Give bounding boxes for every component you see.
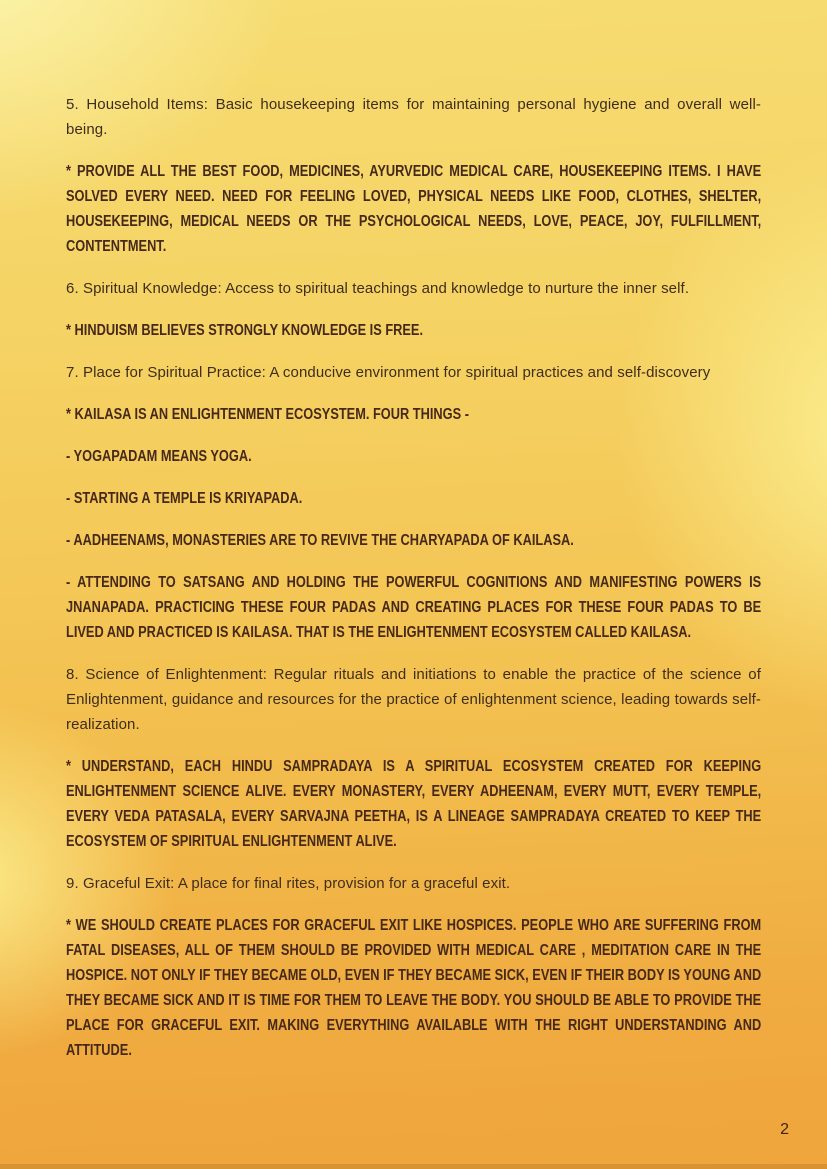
paragraph-place-for-practice: 7. Place for Spiritual Practice: A conducive environment for spiritual practices and self-discovery (66, 364, 711, 381)
paragraph-sampradaya-quote: * UNDERSTAND, EACH HINDU SAMPRADAYA IS A SPIRITUAL ECOSYSTEM CREATED FOR KEEPING ENLIGHTENMENT SCIENCE ALIVE. EVERY MONASTERY, EVERY ADHEENAM, EVERY MUTT, EVERY TEMPLE, EVERY VEDA PATASALA, EVERY SARVAJNA PEETHA, IS A LINEAGE SAMPRADAYA CREATED TO KEEP THE ECOSYSTEM OF SPIRITUAL ENLIGHTENMENT ALIVE. (66, 758, 762, 850)
paragraph-jnanapada-item: - ATTENDING TO SATSANG AND HOLDING THE POWERFUL COGNITIONS AND MANIFESTING POWERS IS JNANAPADA. PRACTICING THESE FOUR PADAS AND CREATING PLACES FOR THESE FOUR PADAS TO BE LIVED AND PRACTICED IS KAILASA. THAT IS THE ENLIGHTENMENT ECOSYSTEM CALLED KAILASA. (66, 574, 762, 641)
paragraph-yogapadam-item: - YOGAPADAM MEANS YOGA. (66, 448, 252, 465)
paragraph-provide-needs-quote: * PROVIDE ALL THE BEST FOOD, MEDICINES, AYURVEDIC MEDICAL CARE, HOUSEKEEPING ITEMS. I HAVE SOLVED EVERY NEED. NEED FOR FEELING LOVED, PHYSICAL NEEDS LIKE FOOD, CLOTHES, SHELTER, HOUSEKEEPING, MEDICAL NEEDS OR THE PSYCHOLOGICAL NEEDS, LOVE, PEACE, JOY, FULFILLMENT, CONTENTMENT. (66, 163, 762, 255)
paragraph-graceful-exit-quote: * WE SHOULD CREATE PLACES FOR GRACEFUL EXIT LIKE HOSPICES. PEOPLE WHO ARE SUFFERING FROM FATAL DISEASES, ALL OF THEM SHOULD BE PROVIDED WITH MEDICAL CARE , MEDITATION CARE IN THE HOSPICE. NOT ONLY IF THEY BECAME OLD, EVEN IF THEY BECAME SICK, EVEN IF THEIR BODY IS YOUNG AND THEY BECAME SICK AND IT IS TIME FOR THEM TO LEAVE THE BODY. YOU SHOULD BE ABLE TO PROVIDE THE PLACE FOR GRACEFUL EXIT. MAKING EVERYTHING AVAILABLE WITH THE RIGHT UNDERSTANDING AND ATTITUDE. (66, 917, 762, 1059)
paragraph-knowledge-free-quote: * HINDUISM BELIEVES STRONGLY KNOWLEDGE IS FREE. (66, 322, 424, 339)
paragraph-charyapada-item: - AADHEENAMS, MONASTERIES ARE TO REVIVE THE CHARYAPADA OF KAILASA. (66, 532, 574, 549)
paragraph-graceful-exit: 9. Graceful Exit: A place for final rites, provision for a graceful exit. (66, 875, 511, 892)
page-number: 2 (780, 1121, 789, 1138)
paragraph-spiritual-knowledge: 6. Spiritual Knowledge: Access to spiritual teachings and knowledge to nurture the inner self. (66, 280, 690, 297)
page-content (66, 92, 761, 1080)
paragraph-kriyapada-item: - STARTING A TEMPLE IS KRIYAPADA. (66, 490, 303, 507)
paragraph-household-items: 5. Household Items: Basic housekeeping items for maintaining personal hygiene and overall well-being. (66, 96, 761, 138)
paragraph-kailasa-ecosystem-quote: * KAILASA IS AN ENLIGHTENMENT ECOSYSTEM. FOUR THINGS - (66, 406, 469, 423)
paragraph-science-of-enlightenment: 8. Science of Enlightenment: Regular rituals and initiations to enable the practice of the science of Enlightenment, guidance and resources for the practice of enlightenment science, leading towards self-realization. (66, 666, 761, 733)
